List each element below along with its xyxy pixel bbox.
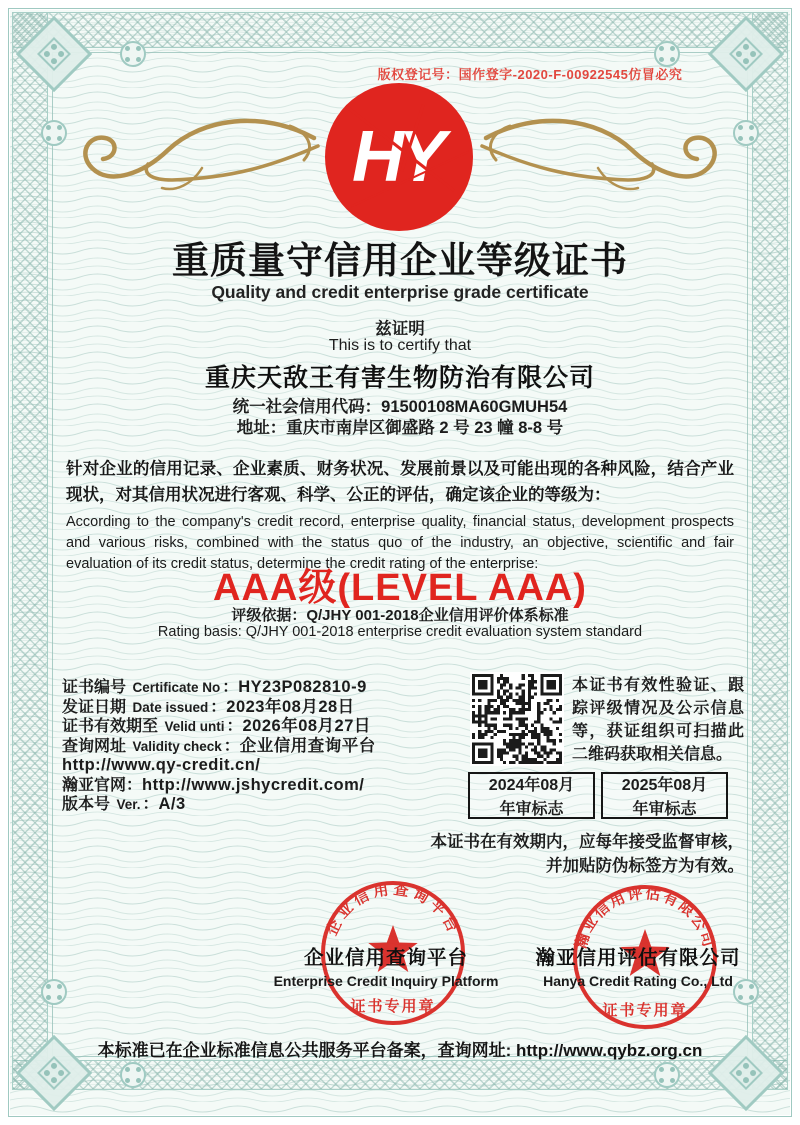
rating-basis-en: Rating basis: Q/JHY 001-2018 enterprise credit evaluation system standard: [157, 624, 643, 640]
info-label-en: Date issued: [132, 699, 209, 715]
copyright-registration: 版权登记号：国作登字-2020-F-00922545仿冒必究: [377, 67, 683, 82]
info-row-query-url: [62, 756, 376, 776]
qr-code: [470, 672, 564, 766]
info-separator: ：: [210, 698, 227, 716]
info-value: 2026年08月27日: [242, 717, 371, 735]
info-value: 2023年08月28日: [226, 697, 355, 716]
annual-review-date: 2025年08月: [621, 777, 708, 794]
issuer-name-en: Hanya Credit Rating Co., Ltd: [543, 973, 733, 989]
info-separator: ：: [222, 679, 239, 696]
info-value-url: http://www.jshycredit.com/: [142, 775, 365, 794]
certificate-info-block: [62, 678, 376, 815]
rating-level: AAA级(LEVEL AAA): [213, 567, 587, 609]
info-row-date-issued: [62, 698, 376, 718]
issuer-name-cn: 企业信用查询平台: [303, 947, 468, 969]
info-label-cn: 证书编号: [62, 679, 127, 696]
border-band-right: [752, 12, 788, 1090]
certificate-title-cn: 重质量守信用企业等级证书: [172, 240, 628, 281]
info-label-cn: 证书有效期至: [62, 718, 159, 735]
annual-review-label: 年审标志: [632, 801, 697, 818]
gold-flourish-left: [52, 108, 322, 204]
info-value: 企业信用查询平台: [239, 736, 376, 755]
info-row-valid-until: [62, 717, 376, 737]
info-label-en: Validity check: [132, 738, 222, 754]
seal-bottom-text: 证书专用章: [602, 1002, 688, 1019]
info-separator: ：: [226, 718, 243, 735]
medallion-ornament: [41, 979, 67, 1005]
issuer-name-en: Enterprise Credit Inquiry Platform: [273, 973, 499, 989]
info-label-en: Certificate No: [132, 680, 221, 695]
info-label-cn: 发证日期: [62, 698, 127, 716]
certify-text-cn: 兹证明: [375, 320, 425, 338]
info-row-validity-check: [62, 737, 376, 757]
medallion-ornament: [654, 1062, 680, 1088]
evaluation-paragraph-en: According to the company's credit record, enterprise quality, financial status, development prospects and various risks, combined with the status quo of the industry, an objective, scientific and fair evaluation of its credit status, determine the credit rating of the enterprise:: [66, 514, 734, 573]
evaluation-paragraph-cn: 针对企业的信用记录、企业素质、财务状况、发展前景以及可能出现的各种风险，结合产业现状，对其信用状况进行客观、科学、公正的评估，确定该企业的等级为：: [66, 460, 734, 505]
info-separator: ：: [142, 796, 159, 813]
annual-review-box-2025: [601, 772, 728, 819]
info-separator: ：: [223, 737, 240, 755]
annual-review-label: 年审标志: [499, 801, 564, 818]
supervision-note: [360, 830, 744, 878]
supervision-note-line2: 并加贴防伪标签方为有效。: [546, 857, 744, 875]
company-name: 重庆天敌王有害生物防治有限公司: [204, 364, 595, 392]
logo-text: HY: [351, 117, 441, 197]
info-label-en: Velid unti: [164, 719, 225, 734]
qr-instruction-note: 本证书有效性验证、跟踪评级情况及公示信息等，获证组织可扫描此二维码获取相关信息。: [572, 677, 744, 763]
issuer-hanya-rating: [478, 942, 798, 989]
supervision-note-line1: 本证书在有效期内，应每年接受监督审核，: [430, 833, 744, 851]
issuer-name-cn: 瀚亚信用评估有限公司: [535, 947, 741, 969]
seal-arc-text: 企业信用查询平台: [323, 880, 463, 939]
gold-flourish-right: [478, 108, 748, 204]
info-row-certificate-no: [62, 678, 376, 698]
info-value: A/3: [158, 795, 186, 813]
annual-review-date: 2024年08月: [488, 777, 575, 794]
company-credit-code: 统一社会信用代码：91500108MA60GMUH54: [232, 398, 568, 416]
info-value-url: http://www.qy-credit.cn/: [62, 756, 261, 774]
info-label-en: Ver.: [116, 797, 141, 812]
info-value: HY23P082810-9: [238, 678, 367, 696]
hy-logo: [325, 83, 473, 231]
annual-review-box-2024: [468, 772, 595, 819]
certify-text-en: This is to certify that: [328, 337, 472, 354]
seal-arc-text: 瀚亚信用评估有限公司: [572, 884, 718, 951]
seal-bottom-text: 证书专用章: [350, 998, 436, 1015]
info-row-hanya-site: [62, 776, 376, 796]
info-row-version: [62, 795, 376, 815]
footer-filing-note: 本标准已在企业标准信息公共服务平台备案，查询网址: http://www.qybz.org.cn: [97, 1041, 703, 1060]
certificate-title-en: Quality and credit enterprise grade certificate: [211, 282, 589, 302]
rating-basis-cn: 评级依据：Q/JHY 001-2018企业信用评价体系标准: [231, 607, 569, 624]
info-separator: ：: [126, 776, 143, 794]
info-label-cn: 瀚亚官网: [62, 776, 127, 794]
company-address: 地址：重庆市南岸区御盛路 2 号 23 幢 8-8 号: [236, 419, 564, 437]
info-label-cn: 版本号: [62, 796, 111, 813]
border-band-left: [12, 12, 48, 1090]
medallion-ornament: [120, 41, 146, 67]
medallion-ornament: [120, 1062, 146, 1088]
info-label-cn: 查询网址: [62, 737, 127, 755]
